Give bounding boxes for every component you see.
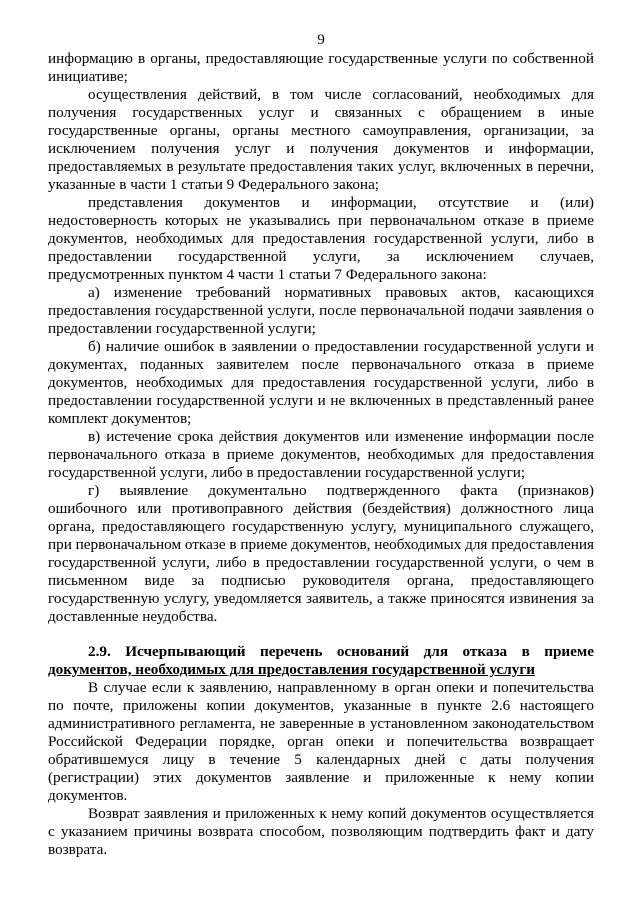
document-page [48,0,594,859]
paragraph: информацию в органы, предоставляющие государственные услуги по собственной инициативе; [48,50,594,85]
section-heading-underlined: документов, необходимых для предоставления государственной услуги [48,661,536,678]
section-gap [48,626,594,643]
paragraph: осуществления действий, в том числе согласований, необходимых для получения государственных услуг и связанных с обращением в иные государственные органы, органы местного самоуправления, организации, за исключением получения услуг и получения документов и информации, предоставляемых в результате предоставления таких услуг, включенных в перечни, указанные в части 1 статьи 9 Федерального закона; [48,86,594,193]
paragraph: в) истечение срока действия документов или изменение информации после первоначального отказа в приеме документов, необходимых для предоставления государственной услуги, либо в предоставлении государственной услуги; [48,428,594,481]
paragraph: а) изменение требований нормативных правовых актов, касающихся предоставления государственной услуги, после первоначальной подачи заявления о предоставлении государственной услуги; [48,284,594,337]
paragraph: б) наличие ошибок в заявлении о предоставлении государственной услуги и документах, поданных заявителем после первоначального отказа в приеме документов, необходимых для предоставления государственной услуги, либо в предоставлении государственной услуги и не включенных в представленный ранее комплект документов; [48,338,594,427]
paragraph: В случае если к заявлению, направленному в орган опеки и попечительства по почте, приложены копии документов, указанные в пункте 2.6 настоящего административного регламента, не заверенные в установленном законодательством Российской Федерации порядке, орган опеки и попечительства возвращает обратившемуся лицу в течение 5 календарных дней с даты получения (регистрации) этих документов заявление и приложенные к нему копии документов. [48,679,594,804]
paragraph: представления документов и информации, отсутствие и (или) недостоверность которых не указывались при первоначальном отказе в приеме документов, необходимых для предоставления государственной услуги, либо в предоставлении государственной услуги, за исключением случаев, предусмотренных пунктом 4 части 1 статьи 7 Федерального закона: [48,194,594,283]
page-number: 9 [317,31,325,48]
section-heading-text: 2.9. Исчерпывающий перечень оснований для отказа в приеме [88,643,594,660]
paragraph: Возврат заявления и приложенных к нему копий документов осуществляется с указанием причины возврата способом, позволяющим подтвердить факт и дату возврата. [48,805,594,858]
paragraph: г) выявление документально подтвержденного факта (признаков) ошибочного или противоправного действия (бездействия) должностного лица органа, предоставляющего государственную услугу, муниципального служащего, при первоначальном отказе в приеме документов, необходимых для предоставления государственной услуги, либо в предоставлении государственной услуги, о чем в письменном виде за подписью руководителя органа, предоставляющего государственную услугу, уведомляется заявитель, а также приносятся извинения за доставленные неудобства. [48,482,594,625]
section-heading [48,643,594,679]
